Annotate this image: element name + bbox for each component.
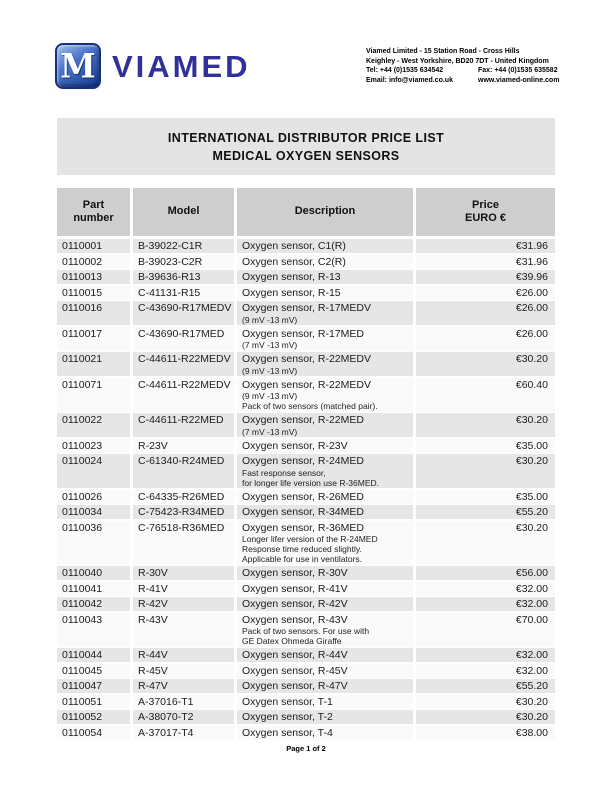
cell-description [237, 327, 413, 351]
cell-description-main: Oxygen sensor, R-41V [242, 582, 348, 595]
cell-description-notes [242, 315, 409, 325]
column-header-description [237, 188, 413, 236]
table-row [57, 521, 555, 565]
address-line-1: Viamed Limited - 15 Station Road - Cross Hills [366, 48, 520, 55]
price-table-body [57, 239, 555, 740]
address-line-2: Keighley - West Yorkshire, BD20 7DT - United Kingdom [366, 57, 549, 65]
table-row [57, 664, 555, 678]
part-header-line-1: Part [82, 198, 105, 211]
cell-description-main: Oxygen sensor, T-4 [242, 726, 333, 739]
cell-description [237, 582, 413, 596]
cell-model: C-44611-R22MED [133, 413, 234, 437]
cell-model: C-43690-R17MEDV [133, 301, 234, 325]
cell-model: B-39022-C1R [133, 239, 234, 253]
cell-price: €30.20 [416, 695, 555, 709]
cell-price: €32.00 [416, 664, 555, 678]
cell-description [237, 613, 413, 647]
cell-part-number: 0110044 [57, 648, 130, 662]
table-row [57, 352, 555, 376]
cell-description-main: Oxygen sensor, T-2 [242, 711, 333, 723]
cell-description-notes [242, 340, 409, 350]
cell-model: C-44611-R22MEDV [133, 352, 234, 376]
table-row [57, 454, 555, 488]
cell-description [237, 566, 413, 580]
cell-price: €26.00 [416, 327, 555, 351]
cell-part-number: 0110043 [57, 613, 130, 647]
table-row [57, 582, 555, 596]
cell-description-notes [242, 468, 409, 488]
cell-description-main: Oxygen sensor, T-1 [242, 695, 333, 708]
cell-model: C-41131-R15 [133, 286, 234, 300]
cell-part-number: 0110047 [57, 679, 130, 693]
cell-description-main: Oxygen sensor, R-13 [242, 271, 341, 283]
table-row [57, 597, 555, 611]
cell-model: C-61340-R24MED [133, 454, 234, 488]
cell-part-number: 0110024 [57, 454, 130, 488]
cell-description-main: Oxygen sensor, R-43V [242, 613, 348, 626]
description-note: for longer life version use R-36MED. [242, 477, 380, 488]
part-header-line-2: number [73, 212, 114, 224]
cell-model: C-76518-R36MED [133, 521, 234, 565]
cell-part-number: 0110026 [57, 490, 130, 504]
table-row [57, 566, 555, 580]
cell-description [237, 710, 413, 724]
table-header-row [57, 188, 555, 236]
cell-price: €30.20 [416, 352, 555, 376]
cell-model: B-39023-C2R [133, 255, 234, 269]
cell-description-main: Oxygen sensor, R-22MEDV [242, 353, 371, 365]
cell-price: €56.00 [416, 566, 555, 580]
cell-model: R-44V [133, 648, 234, 662]
cell-part-number: 0110071 [57, 378, 130, 412]
table-row [57, 378, 555, 412]
cell-price: €32.00 [416, 582, 555, 596]
table-row [57, 695, 555, 709]
cell-price: €26.00 [416, 301, 555, 325]
telephone-number: Tel: +44 (0)1535 634542 [366, 67, 444, 75]
cell-description [237, 286, 413, 300]
brand-name: VIAMED [112, 49, 251, 84]
cell-description [237, 664, 413, 678]
cell-price: €32.00 [416, 648, 555, 662]
cell-description [237, 270, 413, 284]
fax-number: Fax: +44 (0)1535 635582 [478, 67, 558, 75]
cell-part-number: 0110023 [57, 439, 130, 453]
table-row [57, 439, 555, 453]
cell-description-main: Oxygen sensor, R-17MEDV [242, 302, 371, 314]
price-header-line-1: Price [472, 198, 499, 211]
description-note: (7 mV -13 mV) [242, 426, 298, 437]
cell-description [237, 597, 413, 611]
logo-monogram: M [60, 46, 96, 86]
cell-part-number: 0110054 [57, 726, 130, 740]
cell-description [237, 490, 413, 504]
cell-description [237, 726, 413, 740]
cell-price: €30.20 [416, 710, 555, 724]
description-note: (9 mV -13 mV) [242, 391, 298, 401]
cell-description-main: Oxygen sensor, R-42V [242, 598, 348, 610]
cell-description [237, 352, 413, 376]
cell-part-number: 0110022 [57, 413, 130, 437]
cell-description-main: Oxygen sensor, R-45V [242, 664, 348, 677]
cell-price: €55.20 [416, 505, 555, 519]
document-title-line-2: MEDICAL OXYGEN SENSORS [212, 148, 400, 163]
cell-description-notes [242, 391, 409, 411]
cell-model: R-30V [133, 566, 234, 580]
cell-description-main: Oxygen sensor, R-24MED [242, 455, 364, 467]
cell-price: €31.96 [416, 239, 555, 253]
cell-description-main: Oxygen sensor, R-30V [242, 567, 348, 579]
cell-description-main: Oxygen sensor, R-36MED [242, 521, 364, 534]
cell-description [237, 679, 413, 693]
description-note: GE Datex Ohmeda Giraffe [242, 636, 342, 646]
viamed-logo-icon [55, 43, 101, 89]
cell-price: €31.96 [416, 255, 555, 269]
table-row [57, 648, 555, 662]
document-title-band [57, 118, 555, 175]
table-row [57, 286, 555, 300]
cell-description-main: Oxygen sensor, R-44V [242, 649, 348, 661]
cell-description-main: Oxygen sensor, C2(R) [242, 255, 346, 268]
cell-part-number: 0110013 [57, 270, 130, 284]
cell-description [237, 413, 413, 437]
email-address: Email: info@viamed.co.uk [366, 77, 453, 85]
table-row [57, 710, 555, 724]
cell-model: A-38070-T2 [133, 710, 234, 724]
page-number: Page 1 of 2 [286, 744, 326, 753]
cell-part-number: 0110001 [57, 239, 130, 253]
cell-part-number: 0110016 [57, 301, 130, 325]
table-row [57, 255, 555, 269]
cell-part-number: 0110002 [57, 255, 130, 269]
cell-part-number: 0110021 [57, 352, 130, 376]
cell-description [237, 648, 413, 662]
cell-description-notes [242, 427, 409, 437]
cell-part-number: 0110041 [57, 582, 130, 596]
column-header-model [133, 188, 234, 236]
cell-model: A-37017-T4 [133, 726, 234, 740]
cell-description [237, 505, 413, 519]
cell-model: A-37016-T1 [133, 695, 234, 709]
table-row [57, 613, 555, 647]
cell-part-number: 0110040 [57, 566, 130, 580]
cell-description-notes [242, 534, 409, 564]
cell-description-notes [242, 366, 409, 376]
cell-model: R-41V [133, 582, 234, 596]
description-note: (7 mV -13 mV) [242, 340, 298, 350]
cell-part-number: 0110034 [57, 505, 130, 519]
table-row [57, 301, 555, 325]
cell-model: C-75423-R34MED [133, 505, 234, 519]
website-url: www.viamed-online.com [478, 77, 560, 85]
description-note: (9 mV -13 mV) [242, 365, 298, 376]
column-header-price [416, 188, 555, 236]
cell-description-main: Oxygen sensor, R-22MED [242, 414, 364, 426]
cell-model: C-43690-R17MED [133, 327, 234, 351]
cell-price: €38.00 [416, 726, 555, 740]
cell-model: B-39636-R13 [133, 270, 234, 284]
cell-model: R-23V [133, 439, 234, 453]
cell-price: €35.00 [416, 490, 555, 504]
table-row [57, 490, 555, 504]
table-row [57, 327, 555, 351]
column-header-part-number [57, 188, 130, 236]
cell-description-main: Oxygen sensor, R-34MED [242, 506, 364, 518]
cell-description [237, 695, 413, 709]
cell-part-number: 0110042 [57, 597, 130, 611]
cell-price: €26.00 [416, 286, 555, 300]
cell-description-main: Oxygen sensor, R-26MED [242, 490, 364, 503]
cell-model: R-45V [133, 664, 234, 678]
cell-description-notes [242, 626, 409, 646]
document-title-line-1: INTERNATIONAL DISTRIBUTOR PRICE LIST [167, 130, 445, 145]
cell-description-main: Oxygen sensor, R-22MEDV [242, 378, 371, 391]
cell-description-main: Oxygen sensor, R-23V [242, 439, 348, 452]
cell-part-number: 0110015 [57, 286, 130, 300]
table-row [57, 726, 555, 740]
table-row [57, 679, 555, 693]
cell-model: R-47V [133, 679, 234, 693]
cell-description-main: Oxygen sensor, C1(R) [242, 240, 346, 252]
cell-price: €60.40 [416, 378, 555, 412]
cell-description [237, 255, 413, 269]
cell-price: €35.00 [416, 439, 555, 453]
cell-price: €70.00 [416, 613, 555, 647]
cell-description [237, 439, 413, 453]
cell-model: R-43V [133, 613, 234, 647]
company-address-block [366, 47, 581, 86]
description-note: Longer lifer version of the R-24MED [242, 534, 378, 544]
table-row [57, 270, 555, 284]
table-row [57, 505, 555, 519]
cell-description-main: Oxygen sensor, R-15 [242, 286, 341, 299]
cell-description [237, 378, 413, 412]
description-note: Pack of two sensors. For use with [242, 626, 370, 636]
cell-price: €30.20 [416, 521, 555, 565]
cell-description-main: Oxygen sensor, R-47V [242, 680, 348, 692]
cell-model: C-64335-R26MED [133, 490, 234, 504]
cell-part-number: 0110036 [57, 521, 130, 565]
address-line-4 [366, 76, 581, 86]
cell-description [237, 239, 413, 253]
description-note: Fast response sensor, [242, 467, 326, 478]
cell-description [237, 521, 413, 565]
cell-price: €30.20 [416, 413, 555, 437]
cell-price: €32.00 [416, 597, 555, 611]
description-note: Response time reduced slightly. [242, 544, 362, 554]
cell-part-number: 0110051 [57, 695, 130, 709]
cell-part-number: 0110052 [57, 710, 130, 724]
cell-description [237, 454, 413, 488]
cell-description [237, 301, 413, 325]
model-header-label: Model [167, 205, 200, 218]
cell-description-main: Oxygen sensor, R-17MED [242, 327, 364, 340]
price-header-line-2: EURO € [465, 212, 506, 224]
cell-model: C-44611-R22MEDV [133, 378, 234, 412]
description-header-label: Description [294, 205, 356, 218]
cell-part-number: 0110017 [57, 327, 130, 351]
description-note: (9 mV -13 mV) [242, 314, 298, 325]
table-row [57, 413, 555, 437]
cell-price: €39.96 [416, 270, 555, 284]
cell-model: R-42V [133, 597, 234, 611]
description-note: Pack of two sensors (matched pair). [242, 401, 378, 411]
cell-part-number: 0110045 [57, 664, 130, 678]
cell-price: €30.20 [416, 454, 555, 488]
address-line-3 [366, 66, 581, 76]
table-row [57, 239, 555, 253]
description-note: Applicable for use in ventilators. [242, 554, 363, 564]
cell-price: €55.20 [416, 679, 555, 693]
price-table [57, 188, 555, 741]
